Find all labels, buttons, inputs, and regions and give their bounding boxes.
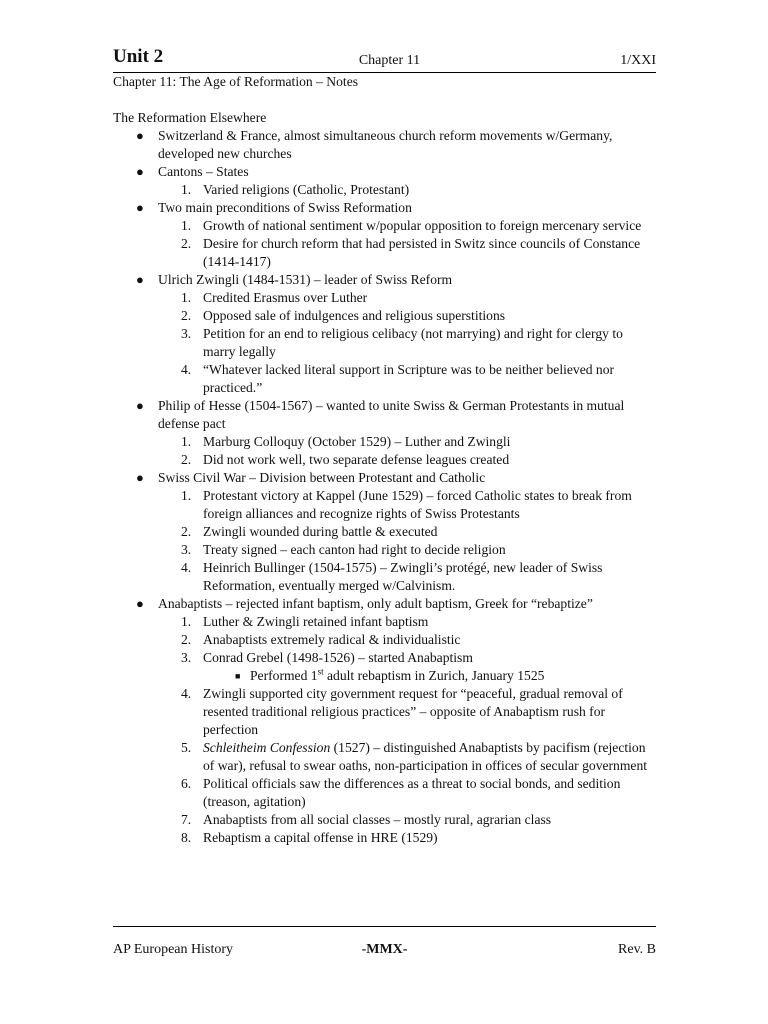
bullet-text: Anabaptists – rejected infant baptism, only adult baptism, Greek for “rebaptize” [158, 596, 593, 611]
page-number: 1/XXI [620, 53, 656, 68]
bullet-text: Swiss Civil War – Division between Protestant and Catholic [158, 470, 486, 485]
numbered-item: 1. Credited Erasmus over Luther [181, 290, 368, 305]
numbered-list [158, 433, 658, 469]
page-header [113, 46, 656, 73]
section-title: The Reformation Elsewhere [113, 110, 267, 125]
bullet-icon: ● [136, 128, 144, 143]
notes-content [113, 73, 658, 847]
bullet-text: Ulrich Zwingli (1484-1531) – leader of Swiss Reform [158, 272, 453, 287]
bullet-icon: ● [136, 164, 144, 179]
bullet-icon: ● [136, 596, 144, 611]
numbered-list [158, 613, 658, 847]
bullet-icon: ● [136, 272, 144, 287]
bullet-item [113, 469, 658, 595]
square-bullet-item: ■ Performed 1st adult rebaptism in Zurich, January 1525 [235, 666, 545, 683]
numbered-list [158, 217, 658, 271]
bullet-icon: ● [136, 470, 144, 485]
numbered-item: 4. Heinrich Bullinger (1504-1575) – Zwingli’s protégé, new leader of Swiss Reformation, eventually merged w/Calvinism. [181, 560, 603, 593]
chapter-label: Chapter 11 [358, 53, 421, 68]
numbered-item: 1. Varied religions (Catholic, Protestant) [181, 182, 410, 197]
numbered-item: 3. Conrad Grebel (1498-1526) – started Anabaptism ■ Performed 1st adult rebaptism in Zurich, January 1525 [158, 649, 658, 685]
numbered-item: 2. Did not work well, two separate defense leagues created [181, 452, 510, 467]
numbered-item: 6. Political officials saw the differences as a threat to social bonds, and sedition (treason, agitation) [181, 776, 621, 809]
numbered-list [158, 487, 658, 595]
bullet-item [113, 163, 658, 199]
page-footer [113, 926, 656, 957]
numbered-item: 3. Treaty signed – each canton had right to decide religion [181, 542, 506, 557]
square-bullet-list [203, 667, 658, 685]
bullet-icon: ● [136, 398, 144, 413]
bullet-item [113, 199, 658, 271]
bullet-item [113, 397, 658, 469]
square-bullet-icon: ■ [235, 671, 241, 681]
numbered-item: 1. Growth of national sentiment w/popular opposition to foreign mercenary service [181, 218, 642, 233]
numbered-list [158, 181, 658, 199]
course-name: AP European History [113, 942, 234, 957]
bullet-text: Philip of Hesse (1504-1567) – wanted to unite Swiss & German Protestants in mutual defense pact [158, 398, 625, 431]
numbered-item: 3. Petition for an end to religious celibacy (not marrying) and right for clergy to marry legally [181, 326, 623, 359]
numbered-item: 5. Schleitheim Confession (1527) – distinguished Anabaptists by pacifism (rejection of war), refusal to swear oaths, non-participation in offices of secular government [181, 740, 648, 773]
numbered-item: 1. Marburg Colloquy (October 1529) – Luther and Zwingli [181, 434, 511, 449]
numbered-item: 2. Desire for church reform that had persisted in Switz since councils of Constance (1414-1417) [181, 236, 641, 269]
numbered-item: 2. Opposed sale of indulgences and religious superstitions [181, 308, 506, 323]
numbered-item: 7. Anabaptists from all social classes – mostly rural, agrarian class [181, 812, 552, 827]
notes-subtitle: Chapter 11: The Age of Reformation – Notes [113, 74, 359, 89]
bullet-item [113, 595, 658, 847]
bullet-icon: ● [136, 200, 144, 215]
bullet-item [113, 271, 658, 397]
unit-title: Unit 2 [113, 46, 164, 67]
revision-label: Rev. B [618, 942, 656, 957]
numbered-list [158, 289, 658, 397]
footer-center-label: -MMX- [361, 942, 408, 957]
bullet-item [113, 127, 658, 163]
bullet-text: Cantons – States [158, 164, 249, 179]
main-bullet-list [113, 127, 658, 847]
numbered-item: 1. Protestant victory at Kappel (June 1529) – forced Catholic states to break from foreign alliances and recognize rights of Swiss Protestants [181, 488, 632, 521]
numbered-item: 4. “Whatever lacked literal support in Scripture was to be neither believed nor practiced.” [181, 362, 615, 395]
numbered-item: 4. Zwingli supported city government request for “peaceful, gradual removal of resented traditional religious practices” – opposite of Anabaptism rush for perfection [181, 686, 623, 737]
bullet-text: Two main preconditions of Swiss Reformation [158, 200, 412, 215]
italic-title: Schleitheim Confession [203, 740, 331, 755]
numbered-item: 2. Anabaptists extremely radical & individualistic [181, 632, 461, 647]
numbered-item: 8. Rebaptism a capital offense in HRE (1529) [181, 830, 438, 845]
numbered-item: 2. Zwingli wounded during battle & executed [181, 524, 438, 539]
numbered-item: 1. Luther & Zwingli retained infant baptism [181, 614, 429, 629]
bullet-text: Switzerland & France, almost simultaneous church reform movements w/Germany, developed new churches [158, 128, 613, 161]
